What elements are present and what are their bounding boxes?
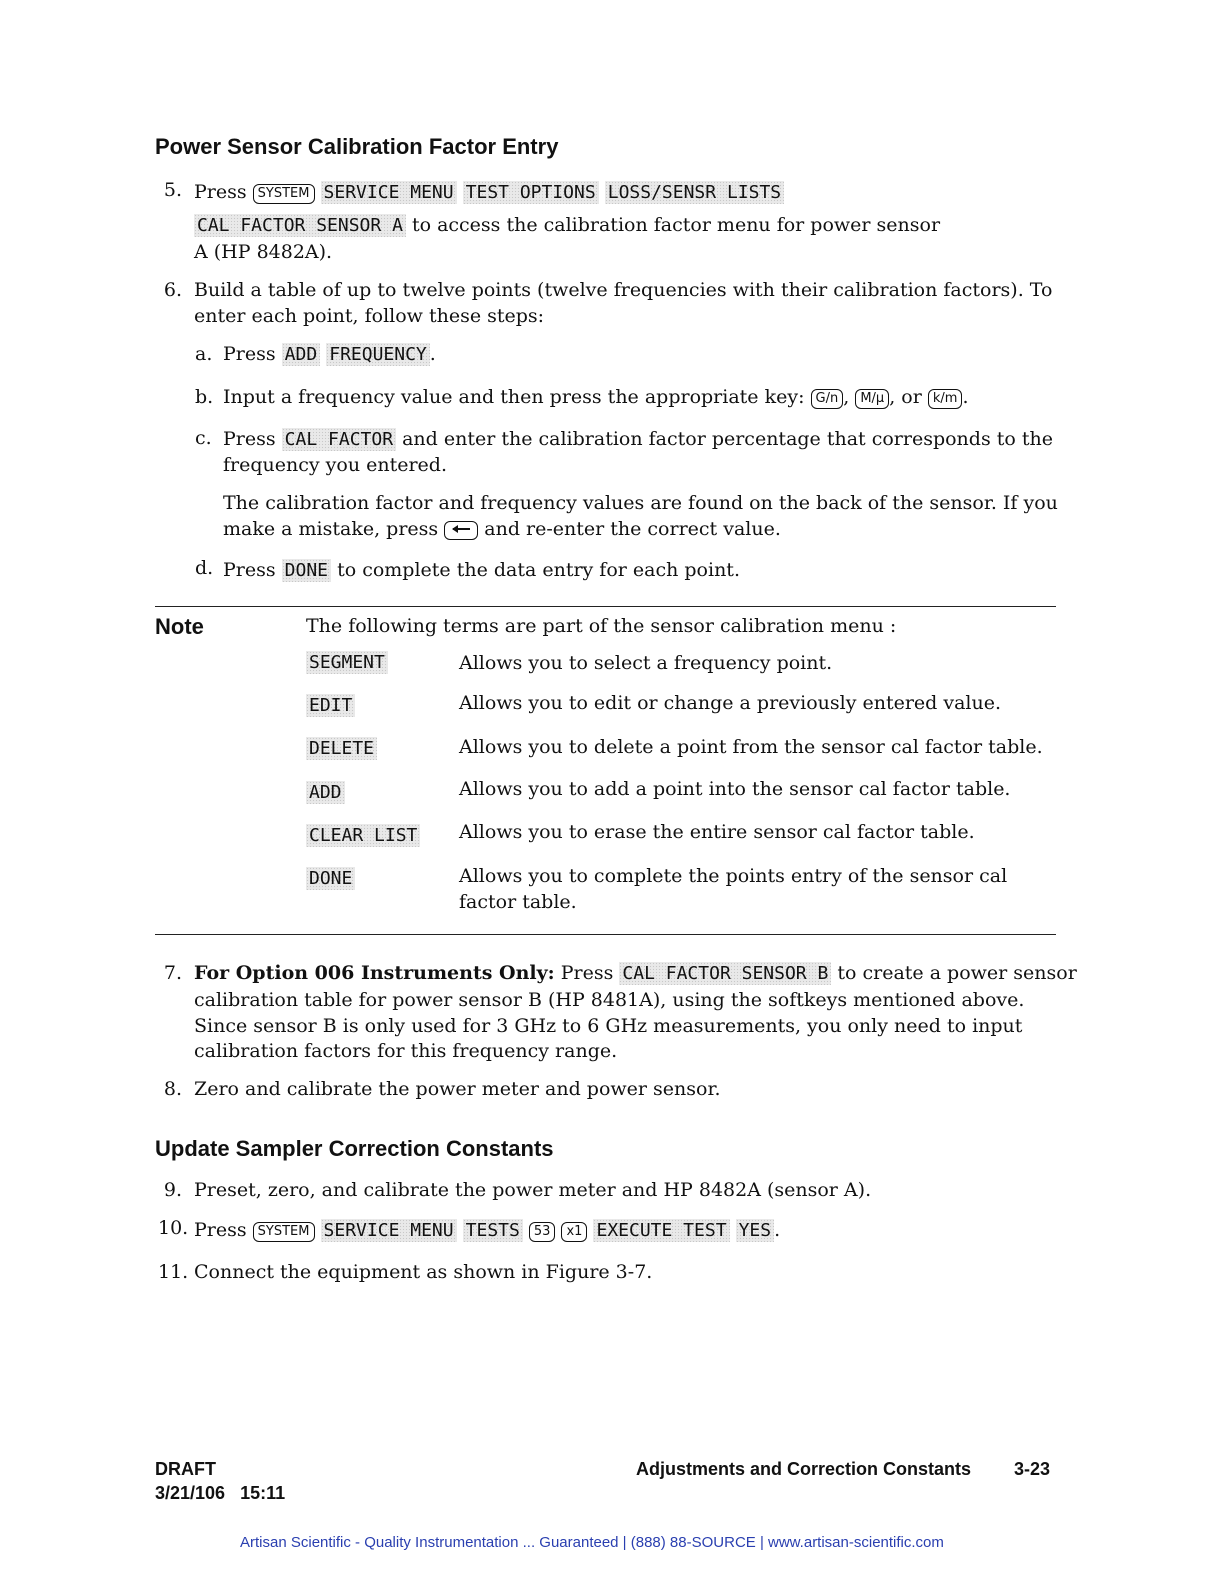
system-key[interactable]: SYSTEM: [253, 1222, 315, 1242]
step-number: 6.: [163, 279, 182, 301]
key-x1[interactable]: x1: [561, 1222, 587, 1242]
softkey-cal-factor-sensor-a[interactable]: CAL FACTOR SENSOR A: [194, 214, 406, 237]
softkey-cal-factor[interactable]: CAL FACTOR: [282, 428, 396, 451]
softkey-cal-factor-sensor-b[interactable]: CAL FACTOR SENSOR B: [619, 962, 831, 985]
option-006-label: For Option 006 Instruments Only:: [194, 962, 555, 984]
k-m-key[interactable]: k/m: [928, 389, 963, 409]
step-text: .: [429, 343, 436, 365]
step-text: A (HP 8482A).: [194, 241, 333, 263]
footer-draft: DRAFT: [155, 1459, 216, 1479]
step-text: Connect the equipment as shown in Figure 3-7.: [194, 1261, 653, 1283]
step-text: Press: [194, 181, 247, 203]
softkey-clear-list[interactable]: CLEAR LIST: [306, 824, 420, 847]
substep-d: [223, 557, 740, 584]
note-term-row: [306, 782, 345, 803]
section-title-power-sensor: Power Sensor Calibration Factor Entry: [155, 134, 559, 159]
footer-page-number: 3-23: [1014, 1459, 1051, 1479]
step-text: to complete the data entry for each point.: [337, 559, 740, 581]
m-mu-key[interactable]: M/μ: [855, 389, 889, 409]
step-text: Input a frequency value and then press the appropriate key:: [223, 386, 805, 408]
softkey-service-menu[interactable]: SERVICE MENU: [321, 1219, 457, 1242]
softkey-add[interactable]: ADD: [306, 781, 345, 804]
softkey-segment[interactable]: SEGMENT: [306, 651, 388, 674]
backspace-key[interactable]: [444, 521, 478, 540]
step-number: 7.: [163, 962, 182, 984]
softkey-frequency[interactable]: FREQUENCY: [326, 343, 430, 366]
arrow-left-icon: [450, 522, 472, 536]
note-term-row: [306, 695, 355, 716]
note-term-row: [306, 825, 420, 846]
step-text: and re-enter the correct value.: [484, 518, 781, 540]
step5-line1: [194, 179, 784, 206]
step-text: to create a power sensor: [837, 962, 1077, 984]
step-text: Press: [223, 343, 276, 365]
step-text: Press: [223, 559, 276, 581]
substep-label: d.: [195, 557, 214, 579]
step-text: Press: [560, 962, 614, 984]
substep-label: a.: [195, 343, 213, 365]
softkey-service-menu[interactable]: SERVICE MENU: [321, 181, 457, 204]
softkey-done[interactable]: DONE: [282, 559, 331, 582]
softkey-edit[interactable]: EDIT: [306, 694, 355, 717]
softkey-tests[interactable]: TESTS: [463, 1219, 523, 1242]
step-text: Preset, zero, and calibrate the power meter and HP 8482A (sensor A).: [194, 1179, 872, 1201]
softkey-done[interactable]: DONE: [306, 867, 355, 890]
footer-date: 3/21/106 15:11: [155, 1483, 286, 1503]
note-term-desc: Allows you to select a frequency point.: [459, 652, 833, 674]
section-title-update-sampler: Update Sampler Correction Constants: [155, 1136, 554, 1161]
step-text: Press: [223, 428, 276, 450]
softkey-delete[interactable]: DELETE: [306, 737, 377, 760]
note-intro: The following terms are part of the sensor calibration menu :: [306, 615, 897, 637]
softkey-execute-test[interactable]: EXECUTE TEST: [593, 1219, 729, 1242]
step10-line: [194, 1217, 780, 1244]
step-number: 9.: [163, 1179, 182, 1201]
note-term-desc: Allows you to edit or change a previously entered value.: [459, 692, 1002, 714]
step5-line2: [194, 212, 940, 239]
key-53[interactable]: 53: [529, 1222, 556, 1242]
step-number: 5.: [163, 179, 182, 201]
step-number: 8.: [163, 1078, 182, 1100]
footer-chapter: Adjustments and Correction Constants: [636, 1459, 972, 1479]
step-text: Build a table of up to twelve points (twelve frequencies with their calibration factors). To: [194, 279, 1053, 301]
step-text: , or: [889, 386, 922, 408]
note-term-desc: Allows you to erase the entire sensor cal factor table.: [459, 821, 975, 843]
step-text: calibration table for power sensor B (HP 8481A), using the softkeys mentioned above.: [194, 989, 1025, 1011]
watermark-link[interactable]: Artisan Scientific - Quality Instrumentation ... Guaranteed | (888) 88-SOURCE | www.artisan-scientific.com: [240, 1534, 944, 1551]
note-term-desc: factor table.: [459, 891, 577, 913]
note-top-rule: [155, 606, 1056, 607]
substep-label: c.: [195, 427, 212, 449]
step-number: 11.: [158, 1261, 189, 1283]
substep-c-para2: [223, 516, 781, 542]
note-term-desc: Allows you to add a point into the sensor cal factor table.: [459, 778, 1011, 800]
system-key[interactable]: SYSTEM: [253, 184, 315, 204]
step-text: .: [774, 1219, 781, 1241]
note-label: Note: [155, 614, 204, 639]
step-number: 10.: [158, 1217, 189, 1239]
step-text: Since sensor B is only used for 3 GHz to 6 GHz measurements, you only need to input: [194, 1015, 1023, 1037]
step-text: enter each point, follow these steps:: [194, 305, 545, 327]
note-term-desc: Allows you to delete a point from the sensor cal factor table.: [459, 736, 1043, 758]
step-text: .: [962, 386, 969, 408]
step-text: frequency you entered.: [223, 454, 447, 476]
note-bottom-rule: [155, 934, 1056, 935]
softkey-loss-sensr-lists[interactable]: LOSS/SENSR LISTS: [605, 181, 784, 204]
note-term-row: [306, 868, 355, 889]
substep-a: [223, 341, 436, 368]
substep-b: [223, 384, 968, 410]
step-text: ,: [843, 386, 850, 408]
step-text: and enter the calibration factor percentage that corresponds to the: [402, 428, 1053, 450]
note-term-row: [306, 738, 377, 759]
step7-line1: [194, 960, 1077, 987]
g-n-key[interactable]: G/n: [811, 389, 844, 409]
softkey-yes[interactable]: YES: [736, 1219, 775, 1242]
note-term-desc: Allows you to complete the points entry of the sensor cal: [459, 865, 1008, 887]
substep-c: [223, 426, 1053, 453]
substep-label: b.: [195, 386, 214, 408]
softkey-add[interactable]: ADD: [282, 343, 321, 366]
softkey-test-options[interactable]: TEST OPTIONS: [463, 181, 599, 204]
step-text: The calibration factor and frequency values are found on the back of the sensor. If you: [223, 492, 1058, 514]
note-term-row: [306, 652, 388, 673]
step-text: make a mistake, press: [223, 518, 439, 540]
step-text: to access the calibration factor menu for power sensor: [411, 214, 941, 236]
step-text: Press: [194, 1219, 247, 1241]
step-text: Zero and calibrate the power meter and power sensor.: [194, 1078, 721, 1100]
step-text: calibration factors for this frequency range.: [194, 1040, 618, 1062]
